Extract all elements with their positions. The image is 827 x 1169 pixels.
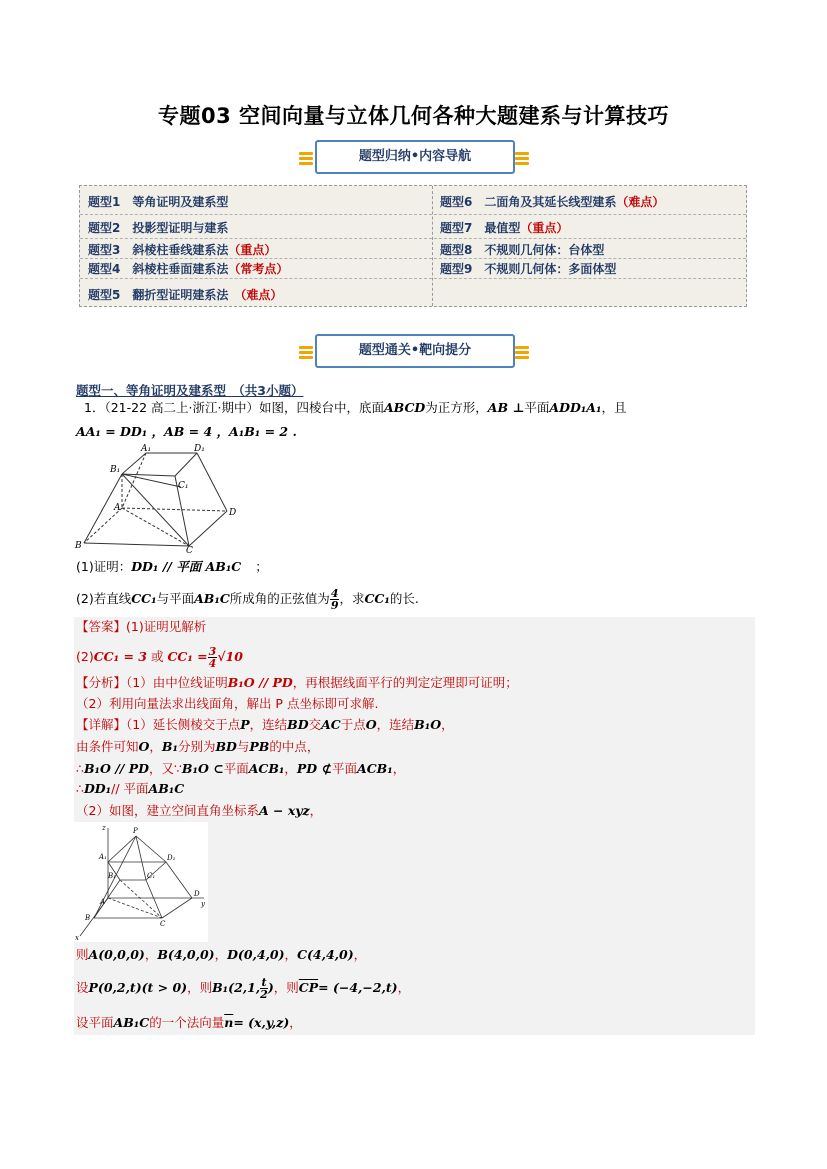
coord-line-2: 设P(0,2,t)(t > 0)，则B₁(2,1, $\frac{t}{2}$ )，则$\overline{CP}= (-4,-2,t)$， — [76, 976, 411, 1001]
problem-line-2: AA₁ = DD₁ ，AB = 4 ，A₁B₁ = 2 . — [76, 424, 297, 439]
toc-item[interactable]: 题型8 不规则几何体：台体型 — [440, 243, 605, 257]
banner-deco-icon — [515, 344, 529, 358]
toc-table — [79, 185, 747, 307]
banner-deco-icon — [299, 150, 313, 164]
analysis-line-2: （2）利用向量法求出线面角，解出 P 点坐标即可求解. — [76, 696, 379, 711]
fig2-label: C — [160, 920, 166, 928]
frustum-figure — [74, 442, 244, 554]
question-1: (1)证明：DD₁ // 平面 AB₁C ； — [76, 559, 268, 574]
toc-item[interactable]: 题型3 斜棱柱垂线建系法（重点） — [88, 243, 277, 257]
fig2-label: B₁ — [108, 872, 116, 880]
question-2: (2)若直线CC₁与平面AB₁C所成角的正弦值为 $\frac{4}{9}$ ，求CC₁的长. — [76, 587, 419, 612]
detail-line-2: 由条件可知O，B₁分别为BD与PB的中点， — [76, 739, 320, 754]
toc-item[interactable]: 题型6 二面角及其延长线型建系（难点） — [440, 195, 665, 209]
fig1-label: C — [186, 546, 193, 554]
answer-line-1: 【答案】(1)证明见解析 — [76, 619, 207, 634]
fig1-label: C₁ — [178, 481, 189, 491]
banner-deco-icon — [299, 344, 313, 358]
fig1-label: D — [229, 508, 237, 518]
fig2-label: A — [100, 898, 106, 906]
fig2-label: D — [194, 890, 200, 898]
toc-item[interactable]: 题型4 斜棱柱垂面建系法（常考点） — [88, 262, 289, 276]
fig2-label: D₁ — [167, 854, 176, 862]
banner-practice: 题型通关•靶向提分 — [315, 334, 515, 368]
banner-deco-icon — [515, 150, 529, 164]
fig2-label: A₁ — [99, 853, 107, 861]
section-heading: 题型一、等角证明及建系型 （共3小题） — [76, 383, 304, 398]
coord-line-1: 则A(0,0,0)，B(4,0,0)，D(0,4,0)，C(4,4,0)， — [76, 947, 367, 962]
detail-line-1: 【详解】（1）延长侧棱交于点P，连结BD交AC于点O，连结B₁O， — [76, 717, 454, 732]
detail-line-5: （2）如图，建立空间直角坐标系A − xyz， — [76, 803, 323, 818]
detail-line-4: ∴DD₁// 平面AB₁C — [76, 781, 185, 796]
toc-item[interactable]: 题型5 翻折型证明建系法 （难点） — [88, 288, 283, 302]
page-title: 专题03 空间向量与立体几何各种大题建系与计算技巧 — [157, 104, 670, 128]
toc-item[interactable]: 题型2 投影型证明与建系 — [88, 221, 229, 235]
fig2-label: y — [201, 900, 205, 908]
fig1-label: A — [114, 503, 121, 513]
banner-toc: 题型归纳•内容导航 — [315, 140, 515, 174]
answer-line-2: (2)CC₁ = 3 或 CC₁ = $\frac{3}{4}$ √10 — [76, 645, 243, 670]
fig2-label: C₁ — [147, 872, 156, 880]
problem-line-1: 1．（21-22 高二上·浙江·期中）如图，四棱台中，底面ABCD为正方形，AB ⊥平面ADD₁A₁，且 — [84, 400, 627, 415]
detail-line-3: ∴B₁O // PD，又∵B₁O ⊂平面ACB₁，PD ⊄平面ACB₁， — [76, 761, 406, 776]
toc-item[interactable]: 题型1 等角证明及建系型 — [88, 195, 229, 209]
fig1-label: B — [75, 541, 82, 551]
coordinate-figure — [74, 822, 208, 942]
coord-line-3: 设平面AB₁C的一个法向量$\overline{n}= (x,y,z)$， — [76, 1015, 302, 1030]
toc-item[interactable]: 题型7 最值型（重点） — [440, 221, 569, 235]
fig1-label: D₁ — [194, 444, 205, 454]
fig2-label: z — [102, 824, 106, 832]
fig2-label: x — [75, 934, 79, 942]
fig2-label: B — [85, 914, 91, 922]
fig2-label: P — [133, 827, 138, 835]
analysis-line-1: 【分析】（1）由中位线证明B₁O // PD，再根据线面平行的判定定理即可证明； — [76, 675, 518, 690]
toc-item[interactable]: 题型9 不规则几何体：多面体型 — [440, 262, 617, 276]
fig1-label: A₁ — [141, 444, 152, 454]
fig1-label: B₁ — [110, 465, 121, 475]
